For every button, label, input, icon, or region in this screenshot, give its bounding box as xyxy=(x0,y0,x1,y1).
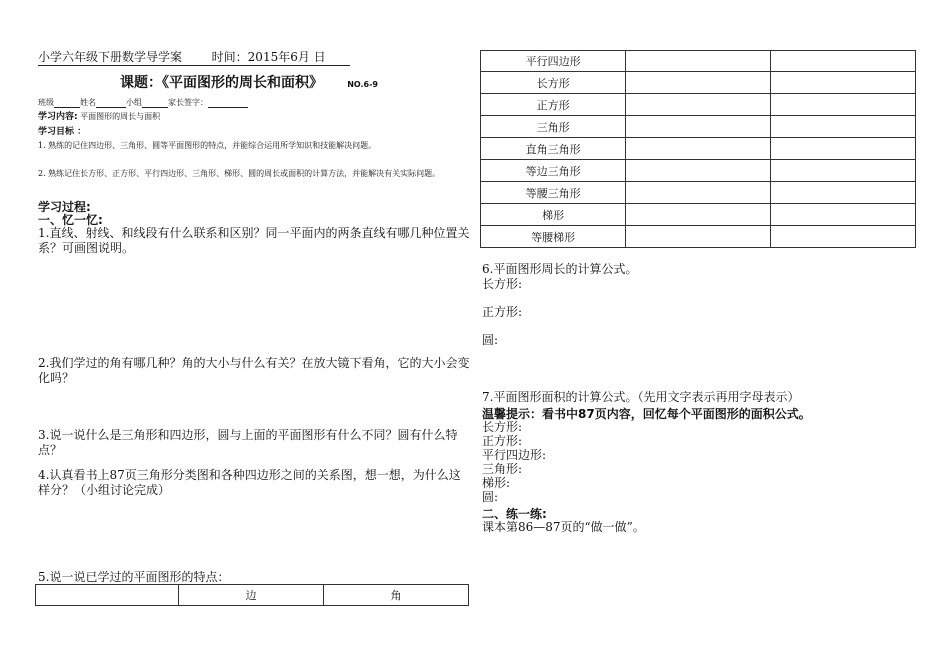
sides-cell[interactable] xyxy=(626,204,771,226)
feature-table-header xyxy=(35,584,469,606)
goals-label: 学习目标 ： xyxy=(38,127,87,137)
perimeter-rectangle: 长方形: xyxy=(482,277,523,291)
header-cell-shape xyxy=(36,585,179,606)
name-label: 姓名 xyxy=(80,98,96,107)
area-triangle: 三角形: xyxy=(482,462,523,476)
header-cell-sides: 边 xyxy=(178,585,323,606)
shape-cell: 直角三角形 xyxy=(481,138,626,160)
sides-cell[interactable] xyxy=(626,182,771,204)
table-row xyxy=(481,160,916,182)
sides-cell[interactable] xyxy=(626,138,771,160)
perimeter-title: 6.平面图形周长的计算公式。 xyxy=(482,262,638,276)
group-blank[interactable] xyxy=(142,97,168,108)
table-row xyxy=(481,72,916,94)
table-row xyxy=(481,116,916,138)
table-row xyxy=(481,94,916,116)
goal-1: 1. 熟练的记住四边形、三角形、圆等平面图形的特点，并能综合运用所学知识和技能解决问题。 xyxy=(38,141,377,150)
question-3: 3.说一说什么是三角形和四边形，圆与上面的平面图形有什么不同？圆有什么特点？ xyxy=(38,428,458,457)
doc-header-line xyxy=(38,50,340,65)
area-circle: 圆: xyxy=(482,490,499,504)
sides-cell[interactable] xyxy=(626,72,771,94)
parent-sign-label: 家长签字： xyxy=(168,98,208,107)
process-label: 学习过程: xyxy=(38,200,91,214)
area-square: 正方形: xyxy=(482,434,523,448)
table-row xyxy=(481,226,916,248)
perimeter-circle: 圆: xyxy=(482,333,499,347)
name-blank[interactable] xyxy=(96,97,126,108)
goal-2: 2. 熟练记住长方形、正方形、平行四边形、三角形、梯形、圆的周长或面积的计算方法，并能解决有关实际问题。 xyxy=(38,169,441,178)
header-underline xyxy=(38,65,350,66)
feature-table-body xyxy=(480,50,916,248)
area-rectangle: 长方形: xyxy=(482,420,523,434)
section2-heading: 二、练一练: xyxy=(482,507,547,521)
angles-cell[interactable] xyxy=(771,138,916,160)
question-1: 1.直线、射线、和线段有什么联系和区别？同一平面内的两条直线有哪几种位置关系？可画图说明。 xyxy=(38,226,470,255)
area-title: 7.平面图形面积的计算公式。（先用文字表示再用字母表示） xyxy=(482,390,800,404)
content-label: 学习内容: xyxy=(38,112,78,122)
perimeter-square: 正方形: xyxy=(482,305,523,319)
parent-sign-blank[interactable] xyxy=(208,97,248,108)
angles-cell[interactable] xyxy=(771,182,916,204)
table-row xyxy=(481,51,916,72)
sides-cell[interactable] xyxy=(626,160,771,182)
sides-cell[interactable] xyxy=(626,226,771,248)
angles-cell[interactable] xyxy=(771,160,916,182)
area-trapezoid: 梯形: xyxy=(482,476,511,490)
lesson-prefix: 课题： xyxy=(120,75,162,91)
shape-cell: 三角形 xyxy=(481,116,626,138)
shape-cell: 等边三角形 xyxy=(481,160,626,182)
sides-cell[interactable] xyxy=(626,116,771,138)
class-blank[interactable] xyxy=(54,97,80,108)
table-row xyxy=(481,182,916,204)
doc-time: 时间：2015年6月 日 xyxy=(211,50,326,64)
angles-cell[interactable] xyxy=(771,51,916,72)
class-label: 班级 xyxy=(38,98,54,107)
area-parallelogram: 平行四边形: xyxy=(482,448,547,462)
area-tip: 温馨提示：看书中87页内容，回忆每个平面图形的面积公式。 xyxy=(482,407,811,421)
shape-cell: 长方形 xyxy=(481,72,626,94)
angles-cell[interactable] xyxy=(771,116,916,138)
doc-title: 小学六年级下册数学导学案 xyxy=(38,50,183,64)
sides-cell[interactable] xyxy=(626,51,771,72)
group-label: 小组 xyxy=(126,98,142,107)
shape-cell: 正方形 xyxy=(481,94,626,116)
angles-cell[interactable] xyxy=(771,226,916,248)
content-line xyxy=(38,112,160,122)
info-line xyxy=(38,97,248,108)
question-4: 4.认真看书上87页三角形分类图和各种四边形之间的关系图，想一想，为什么这样分？（小组讨论完成） xyxy=(38,468,461,497)
table-row xyxy=(36,585,469,606)
section1-heading: 一、忆一忆: xyxy=(38,213,103,227)
question-5: 5.说一说已学过的平面图形的特点： xyxy=(38,570,230,584)
lesson-heading xyxy=(120,72,378,92)
sides-cell[interactable] xyxy=(626,94,771,116)
lesson-title: 《平面图形的周长和面积》 xyxy=(162,75,323,91)
header-cell-angles: 角 xyxy=(323,585,468,606)
question-2: 2.我们学过的角有哪几种？角的大小与什么有关？在放大镜下看角，它的大小会变化吗？ xyxy=(38,356,470,385)
shape-cell: 梯形 xyxy=(481,204,626,226)
shape-cell: 等腰梯形 xyxy=(481,226,626,248)
angles-cell[interactable] xyxy=(771,72,916,94)
practice-text: 课本第86—87页的“做一做”。 xyxy=(482,520,645,534)
shape-cell: 等腰三角形 xyxy=(481,182,626,204)
angles-cell[interactable] xyxy=(771,94,916,116)
table-row xyxy=(481,204,916,226)
shape-cell: 平行四边形 xyxy=(481,51,626,72)
table-row xyxy=(481,138,916,160)
lesson-number: NO.6-9 xyxy=(347,80,378,89)
content-text: 平面图形的周长与面积 xyxy=(80,112,161,121)
angles-cell[interactable] xyxy=(771,204,916,226)
